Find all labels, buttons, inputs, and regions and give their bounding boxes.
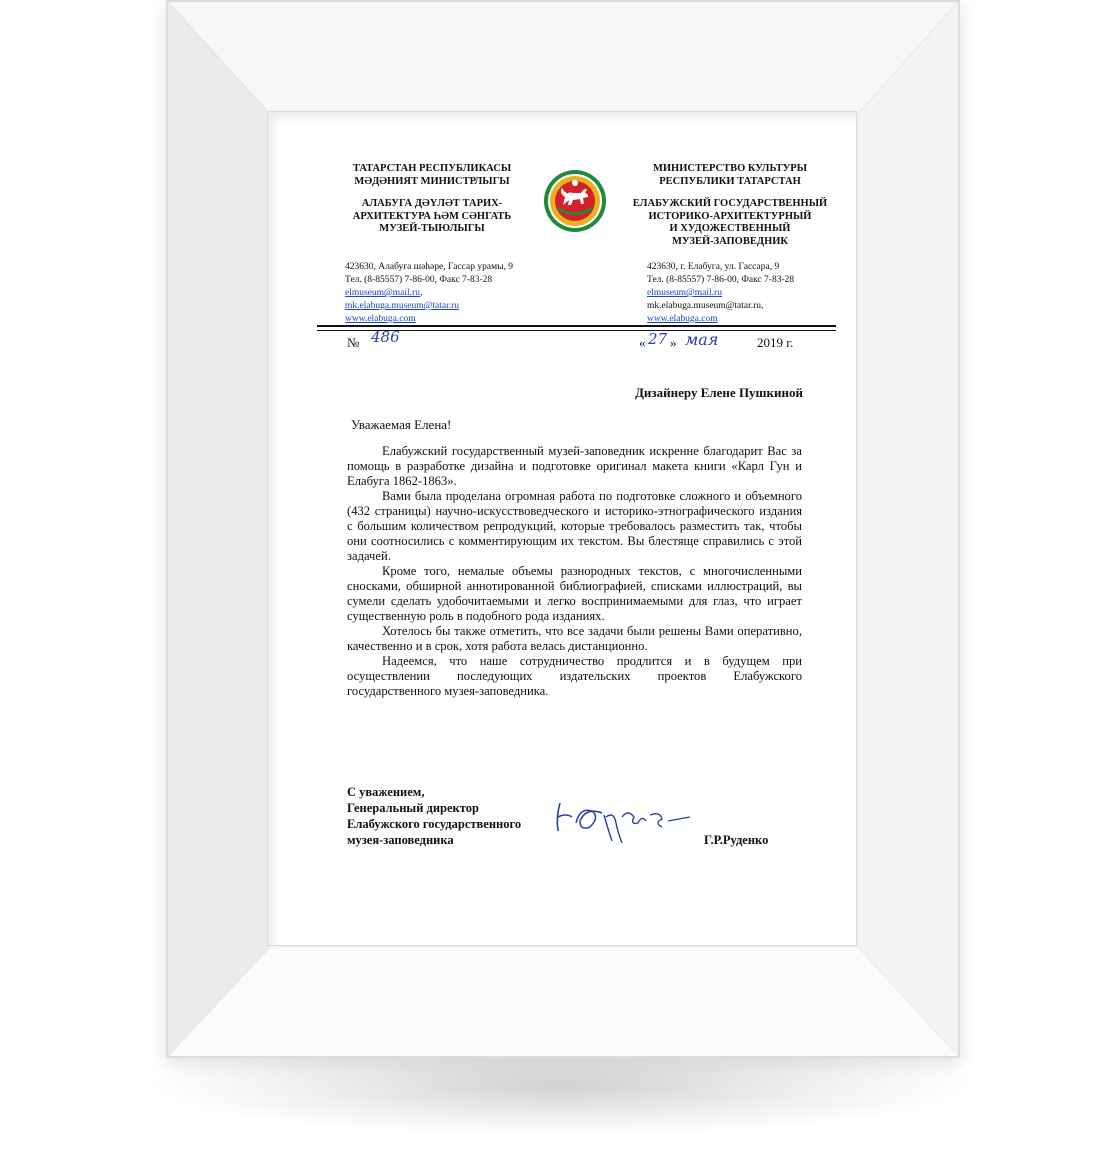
reg-number-handwritten: 486 — [371, 328, 400, 346]
right-ministry-line: РЕСПУБЛИКИ ТАТАРСТАН — [659, 175, 801, 187]
date-day-handwritten: 27 — [648, 330, 668, 348]
closing-line: Елабужского государственного — [347, 817, 522, 831]
closing-line: Генеральный директор — [347, 801, 479, 815]
left-phone: Тел. (8-85557) 7-86-00, Факс 7-83-28 — [345, 275, 493, 285]
date-year: 2019 г. — [757, 335, 794, 350]
date-open-quote: « — [639, 335, 646, 350]
right-museum-line: И ХУДОЖЕСТВЕННЫЙ — [669, 223, 791, 234]
right-address: 423630, г. Елабуга, ул. Гассара, 9 — [647, 262, 780, 272]
date-close-quote: » — [670, 335, 677, 350]
left-museum-line: МУЗЕЙ-ТЫЮЛЫГЫ — [379, 223, 485, 234]
left-ministry-name — [317, 163, 547, 188]
right-ministry-line: МИНИСТЕРСТВО КУЛЬТУРЫ — [652, 163, 808, 174]
right-museum-name — [615, 198, 845, 248]
signer-name: Г.Р.Руденко — [704, 833, 769, 847]
letter-document — [267, 111, 857, 946]
left-museum-line: АРХИТЕКТУРА ҺӘМ СӘНГАТЬ — [352, 210, 512, 222]
closing-block — [347, 784, 521, 848]
right-ministry-name — [615, 163, 845, 188]
right-museum-line: ЕЛАБУЖСКИЙ ГОСУДАРСТВЕННЫЙ — [632, 198, 828, 209]
right-email-link[interactable]: elmuseum@mail.ru — [647, 288, 722, 298]
right-phone: Тел. (8-85557) 7-86-00, Факс 7-83-28 — [647, 275, 795, 285]
letterhead-rule-thick — [317, 325, 836, 327]
left-email-comma: , — [419, 288, 423, 298]
left-museum-name — [317, 198, 547, 236]
left-website-link[interactable]: www.elabuga.com — [345, 314, 416, 324]
left-address-block — [345, 261, 513, 326]
body-paragraph: Кроме того, немалые объемы разнородных текстов, с многочисленными сносками, обширной аннотированной библиографией, списками иллюстраций, вы сумели сделать удобочитаемыми и легко воспринимаемыми для глаз, что играет существенную роль в подобного рода изданиях. — [347, 564, 802, 623]
date-month-handwritten: мая — [685, 330, 719, 349]
right-website-link[interactable]: www.elabuga.com — [647, 314, 718, 324]
body-paragraph: Вами была проделана огромная работа по подготовке сложного и объемного (432 страницы) научно-искусствоведческого и историко-этнографического издания с большим количеством репродукций, которые требовалось разместить так, чтобы они соотносились с комментирующим их текстом. Вы блестяще справились с этой задачей. — [347, 489, 802, 563]
right-email-line — [647, 287, 794, 300]
body-paragraph: Елабужский государственный музей-заповедник искренне благодарит Вас за помощь в разработке дизайна и подготовке оригинал макета книги «Карл Гун и Елабуга 1862-1863». — [347, 444, 802, 488]
body-paragraph: Надеемся, что наше сотрудничество продлится и в будущем при осуществлении последующих издательских проектов Елабужского государственного музея-заповедника. — [347, 654, 802, 698]
right-museum-line: ИСТОРИКО-АРХИТЕКТУРНЫЙ — [648, 210, 812, 222]
reg-number-label: № — [347, 335, 360, 350]
left-ministry-line: ТАТАРСТАН РЕСПУБЛИКАСЫ — [352, 163, 512, 174]
tatarstan-emblem-icon — [543, 169, 607, 233]
left-address: 423630, Алабуга шәһәре, Гассар урамы, 9 — [345, 262, 513, 272]
signature-image — [550, 793, 700, 851]
body-paragraph: Хотелось бы также отметить, что все задачи были решены Вами оперативно, качественно и в срок, хотя работа велась дистанционно. — [347, 624, 802, 653]
greeting: Уважаемая Елена! — [351, 417, 452, 432]
left-museum-line: АЛАБУГА ДӘҮЛӘТ ТАРИХ- — [361, 198, 503, 209]
right-address-block — [647, 261, 794, 326]
right-museum-line: МУЗЕЙ-ЗАПОВЕДНИК — [671, 235, 789, 247]
right-email2: mk.elabuga.museum@tatar.ru, — [647, 301, 764, 311]
addressee: Дизайнеру Елене Пушкиной — [634, 385, 803, 400]
left-ministry-line: МӘДӘНИЯТ МИНИСТРЛЫГЫ — [354, 175, 510, 187]
left-email2-link[interactable]: mk.elabuga.museum@tatar.ru — [345, 301, 460, 311]
left-email2-line — [345, 300, 513, 313]
left-email-link[interactable]: elmuseum@mail.ru — [345, 288, 420, 298]
left-email-line — [345, 287, 513, 300]
closing-line: музея-заповедника — [347, 833, 454, 847]
closing-line: С уважением, — [347, 785, 425, 799]
letter-body — [347, 444, 802, 699]
